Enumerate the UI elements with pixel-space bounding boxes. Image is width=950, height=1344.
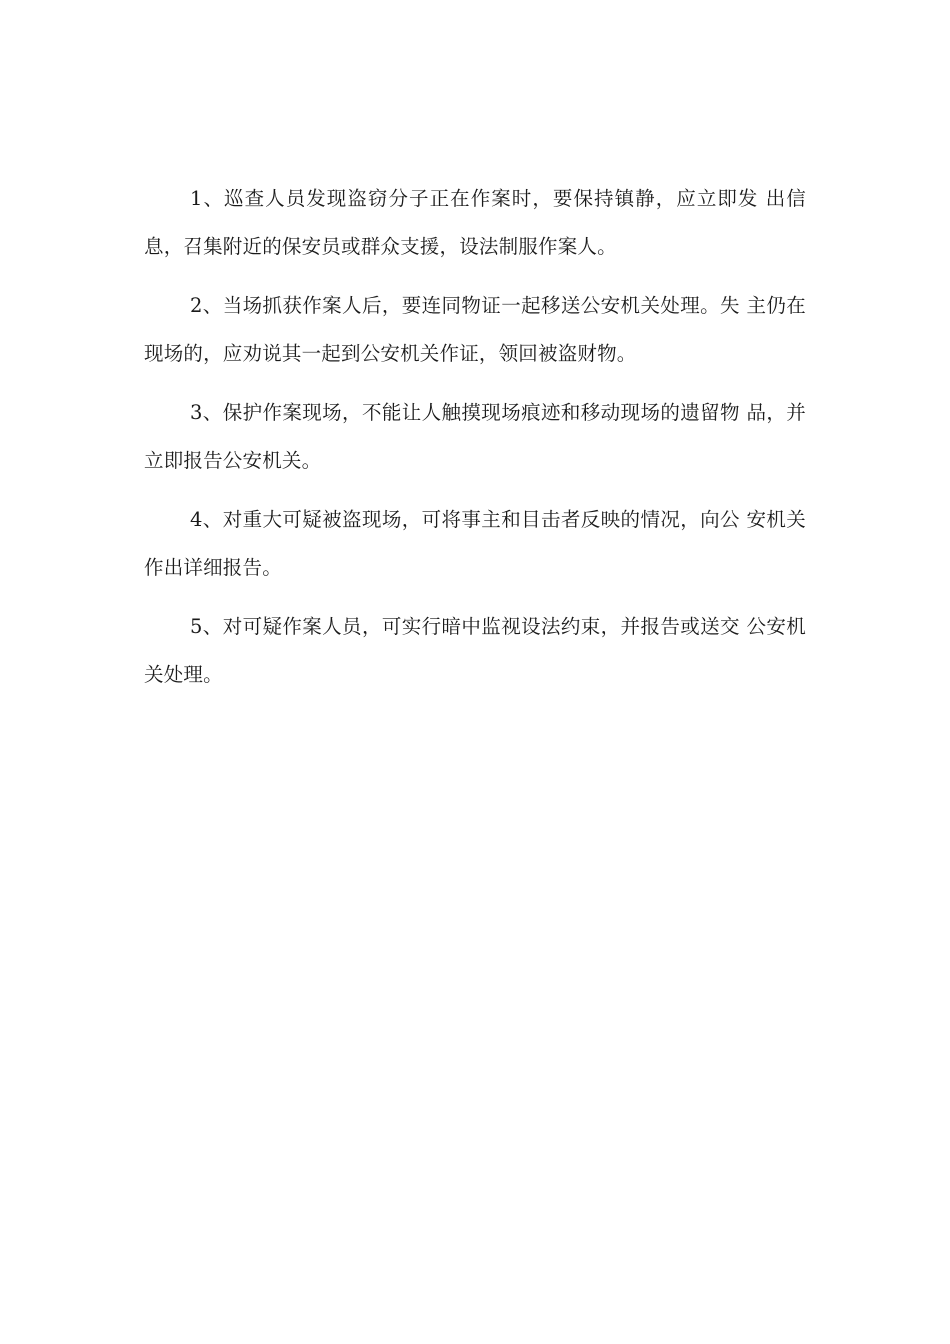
paragraph-5: 5、对可疑作案人员，可实行暗中监视设法约束，并报告或送交 公安机关处理。 [144,615,806,686]
paragraph-4: 4、对重大可疑被盗现场，可将事主和目击者反映的情况，向公 安机关作出详细报告。 [144,508,806,579]
paragraph-2: 2、当场抓获作案人后，要连同物证一起移送公安机关处理。失 主仍在现场的，应劝说其一起到公安机关作证，领回被盗财物。 [144,294,806,365]
paragraph-1: 1、巡查人员发现盗窃分子正在作案时，要保持镇静，应立即发 出信息，召集附近的保安员或群众支援，设法制服作案人。 [144,187,806,258]
document-body [144,175,806,710]
paragraph-3: 3、保护作案现场，不能让人触摸现场痕迹和移动现场的遗留物 品，并立即报告公安机关。 [144,401,806,472]
